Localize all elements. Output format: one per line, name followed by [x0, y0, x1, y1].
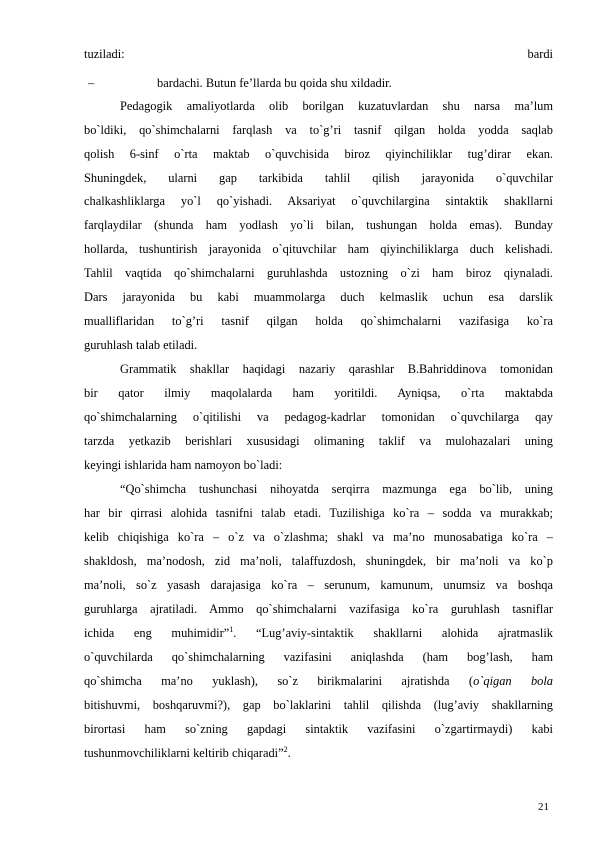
- text-line: [84, 698, 553, 713]
- text-span: tarzda yetkazib berishlari xususidagi olimaning taklif va mulohazalari uning: [84, 434, 553, 448]
- text-span: Grammatik shakllar haqidagi nazariy qarashlar B.Bahriddinova tomonidan: [120, 362, 553, 376]
- text-line: [120, 482, 553, 497]
- text-line: [84, 530, 553, 545]
- text-line: [84, 290, 553, 305]
- text-line: [84, 147, 553, 162]
- dash-mark: –: [88, 76, 95, 90]
- text-line: [84, 171, 553, 186]
- text-line: [84, 123, 553, 138]
- text-span: hollarda, tushuntirish jarayonida o`qituvchilar ham qiyinchiliklarga duch kelishadi.: [84, 242, 553, 256]
- text-line: [84, 722, 553, 737]
- text-span: birortasi ham so`zning gapdagi sintaktik vazifasini o`zgartirmaydi) kabi: [84, 722, 553, 736]
- text-line: [84, 506, 553, 521]
- text-span: keyingi ishlarida ham namoyon bo`ladi:: [84, 458, 283, 472]
- text-span: farqlaydilar (shunda ham yodlash yo`li bilan, tushungan holda emas). Bunday: [84, 218, 553, 232]
- text-line: [84, 47, 553, 62]
- text-line: [84, 266, 553, 281]
- text-line: [84, 194, 553, 209]
- text-line: [84, 338, 553, 353]
- footnote-reference: 1: [229, 624, 234, 634]
- text-span: qo`shimchalarning o`qitilishi va pedagog-kadrlar tomonidan o`quvchilarga qay: [84, 410, 553, 424]
- text-span: ichida eng muhimidir”: [84, 626, 230, 640]
- text-span: bitishuvmi, boshqaruvmi?), gap bo`laklarini tahlil qilishda (lug’aviy shakllarning: [84, 698, 553, 712]
- text-line: [84, 578, 553, 593]
- text-span: Dars jarayonida bu kabi muammolarga duch kelmaslik uchun esa darslik: [84, 290, 553, 304]
- text-line: [84, 410, 553, 425]
- text-span: “Qo`shimcha tushunchasi nihoyatda serqirra mazmunga ega bo`lib, uning: [120, 482, 553, 496]
- dash-item-text: bardachi. Butun fe’llarda bu qoida shu xildadir.: [157, 76, 392, 90]
- text-line: [84, 458, 553, 473]
- text-line: [120, 99, 553, 114]
- text-span: bir qator ilmiy maqolalarda ham yoritildi. Ayniqsa, o`rta maktabda: [84, 386, 553, 400]
- footnote-reference: 2: [283, 744, 288, 754]
- text-span: shakldosh, ma’nodosh, zid ma’noli, talaffuzdosh, shuningdek, bir ma’noli va ko`p: [84, 554, 553, 568]
- text-span: Shuningdek, ularni gap tarkibida tahlil qilish jarayonida o`quvchilar: [84, 171, 553, 185]
- text-line: [84, 242, 553, 257]
- text-span: tuziladi: bardi: [84, 47, 553, 61]
- text-span: tushunmovchiliklarni keltirib chiqaradi”: [84, 746, 284, 760]
- text-span: ma’noli, so`z yasash darajasiga ko`ra – serunum, kamunum, unumsiz va boshqa: [84, 578, 553, 592]
- text-line: [84, 602, 553, 617]
- text-span: kelib chiqishiga ko`ra – o`z va o`zlashma; shakl va ma’no munosabatiga ko`ra –: [84, 530, 553, 544]
- text-line: [84, 626, 553, 641]
- text-span: . “Lug’aviy-sintaktik shakllarni alohida ajratmaslik: [233, 626, 553, 640]
- text-span: Pedagogik amaliyotlarda olib borilgan kuzatuvlardan shu narsa ma’lum: [120, 99, 553, 113]
- text-line: [84, 314, 553, 329]
- text-line: [84, 554, 553, 569]
- text-line: [120, 362, 553, 377]
- text-span: Tahlil vaqtida qo`shimchalarni guruhlashda ustozning o`zi ham biroz qiynaladi.: [84, 266, 553, 280]
- text-span: bo`ldiki, qo`shimchalarni farqlash va to`g’ri tasnif qilgan holda yodda saqlab: [84, 123, 553, 137]
- page-number: 21: [538, 801, 549, 813]
- text-line: [84, 674, 553, 689]
- text-line: [84, 746, 553, 761]
- text-span: qolish 6-sinf o`rta maktab o`quvchisida biroz qiyinchiliklar tug’dirar ekan.: [84, 147, 553, 161]
- text-line: [84, 218, 553, 233]
- text-span: chalkashliklarga yo`l qo`yishadi. Aksariyat o`quvchilargina sintaktik shakllarni: [84, 194, 553, 208]
- text-span: har bir qirrasi alohida tasnifni talab etadi. Tuzilishiga ko`ra – sodda va murakkab;: [84, 506, 553, 520]
- text-line: [84, 434, 553, 449]
- text-span: guruhlarga ajratiladi. Ammo qo`shimchalarni vazifasiga ko`ra guruhlash tasniflar: [84, 602, 553, 616]
- text-span: guruhlash talab etiladi.: [84, 338, 198, 352]
- text-line: [84, 650, 553, 665]
- text-span: .: [287, 746, 291, 760]
- text-span: mualliflaridan to`g’ri tasnif qilgan holda qo`shimchalarni vazifasiga ko`ra: [84, 314, 553, 328]
- text-line: [84, 386, 553, 401]
- text-span: qo`shimcha ma’no yuklash), so`z birikmalarini ajratishda (: [84, 674, 474, 688]
- text-span: o`quvchilarda qo`shimchalarning vazifasini aniqlashda (ham bog’lash, ham: [84, 650, 553, 664]
- italic-example: o`qigan bola: [473, 674, 554, 688]
